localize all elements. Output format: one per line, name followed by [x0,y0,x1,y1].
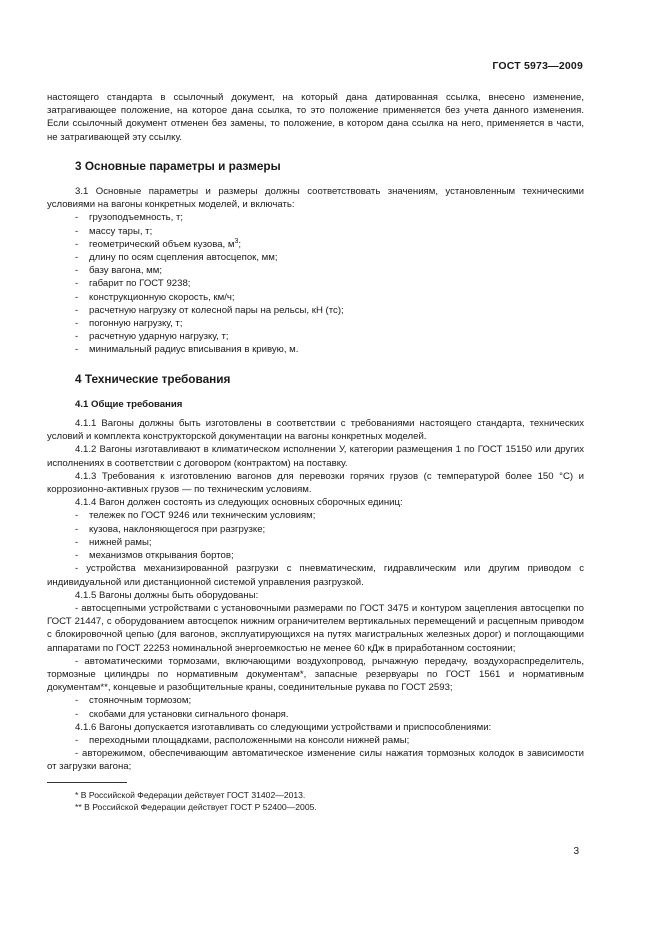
section-4-title: 4 Технические требования [75,371,231,386]
list-item: - автосцепными устройствами с установочными размерами по ГОСТ 3475 и контуром зацепления автосцепки по ГОСТ 21447, с оборудованием автосцепок нижним ограничителем вертикальных перемещений и расцепным приводом с блокировочной цепью (для вагонов, эксплуатирующихся на путях магистральных железных дорог) и поглощающими аппаратами по ГОСТ 22253 номинальной энергоемкостью не менее 60 кДж в приработанном состоянии; [47,602,584,654]
list-item: - массу тары, т; [75,225,153,237]
list-item: - конструкционную скорость, км/ч; [75,291,235,303]
list-item: - грузоподъемность, т; [75,212,183,224]
list-item: - погонную нагрузку, т; [75,318,183,330]
footnote: * В Российской Федерации действует ГОСТ 31402—2013. [75,789,306,800]
list-item: - расчетную нагрузку от колесной пары на рельсы, кН (тс); [75,304,344,316]
list-item: - геометрический объем кузова, $м^3$; [75,237,242,250]
clause-4-1-1: 4.1.1 Вагоны должны быть изготовлены в соответствии с требованиями настоящего стандарта, технических условий и комплекта конструкторской документации на вагоны конкретных моделей. [47,418,584,443]
clause-4-1-3: 4.1.3 Требования к изготовлению вагонов для перевозки горячих грузов (с температурой более 150 °С) и коррозионно-активных грузов — по техническим условиям. [47,470,584,496]
clause-4-1-5: 4.1.5 Вагоны должны быть оборудованы: [75,589,259,601]
list-item: - нижней рамы; [75,536,152,548]
clause-4-1-2: 4.1.2 Вагоны изготавливают в климатическом исполнении У, категории размещения 1 по ГОСТ 15150 или других исполнениях в соответствии с договором (контрактом) на поставку. [47,444,584,469]
clause-3-1: 3.1 Основные параметры и размеры должны соответствовать значениям, установленным техническими условиями на вагоны конкретных моделей, и включать: [47,186,584,211]
footnote-separator [47,782,127,783]
page-number: 3 [573,846,579,857]
footnote: ** В Российской Федерации действует ГОСТ Р 52400—2005. [75,801,317,812]
list-item: - длину по осям сцепления автосцепок, мм; [75,252,278,264]
subsection-4-1-title: 4.1 Общие требования [75,398,183,410]
list-item: - тележек по ГОСТ 9246 или техническим условиям; [75,510,316,522]
list-item: - устройства механизированной разгрузки с пневматическим, гидравлическим или другим приводом с индивидуальной или дистанционной системой управления разгрузкой. [47,563,584,588]
list-item: - скобами для установки сигнального фонаря. [75,708,289,720]
document-header: ГОСТ 5973—2009 [492,60,583,72]
list-item: - минимальный радиус вписывания в кривую, м. [75,344,299,356]
list-item: - автоматическими тормозами, включающими воздухопровод, рычажную передачу, воздухораспределитель, тормозные цилиндры по нормативным документам*, запасные резервуары по ГОСТ 1561 и нормативным документам**, концевые и разобщительные краны, соединительные рукава по ГОСТ 2593; [47,655,584,694]
clause-4-1-6: 4.1.6 Вагоны допускается изготавливать со следующими устройствами и приспособлениями: [75,721,492,733]
list-item: - стояночным тормозом; [75,695,192,707]
list-item: - механизмов открывания бортов; [75,550,234,562]
list-item: - габарит по ГОСТ 9238; [75,278,191,290]
list-item: - переходными площадками, расположенными на консоли нижней рамы; [75,734,410,746]
list-item: - базу вагона, мм; [75,265,163,277]
intro-paragraph: настоящего стандарта в ссылочный документ, на который дана датированная ссылка, внесено изменение, затрагивающее положение, на которое дана ссылка, то это положение применяется без учета данного изменения. Если ссылочный документ отменен без замены, то положение, в котором дана ссылка на него, применяется в части, не затрагивающей эту ссылку. [47,92,584,143]
list-item: - авторежимом, обеспечивающим автоматическое изменение силы нажатия тормозных колодок в зависимости от загрузки вагона; [47,748,584,773]
section-3-title: 3 Основные параметры и размеры [75,158,281,173]
clause-4-1-4: 4.1.4 Вагон должен состоять из следующих основных сборочных единиц: [75,497,403,509]
list-item: - расчетную ударную нагрузку, т; [75,331,229,343]
list-item: - кузова, наклоняющегося при разгрузке; [75,523,266,535]
page-content [47,91,584,813]
